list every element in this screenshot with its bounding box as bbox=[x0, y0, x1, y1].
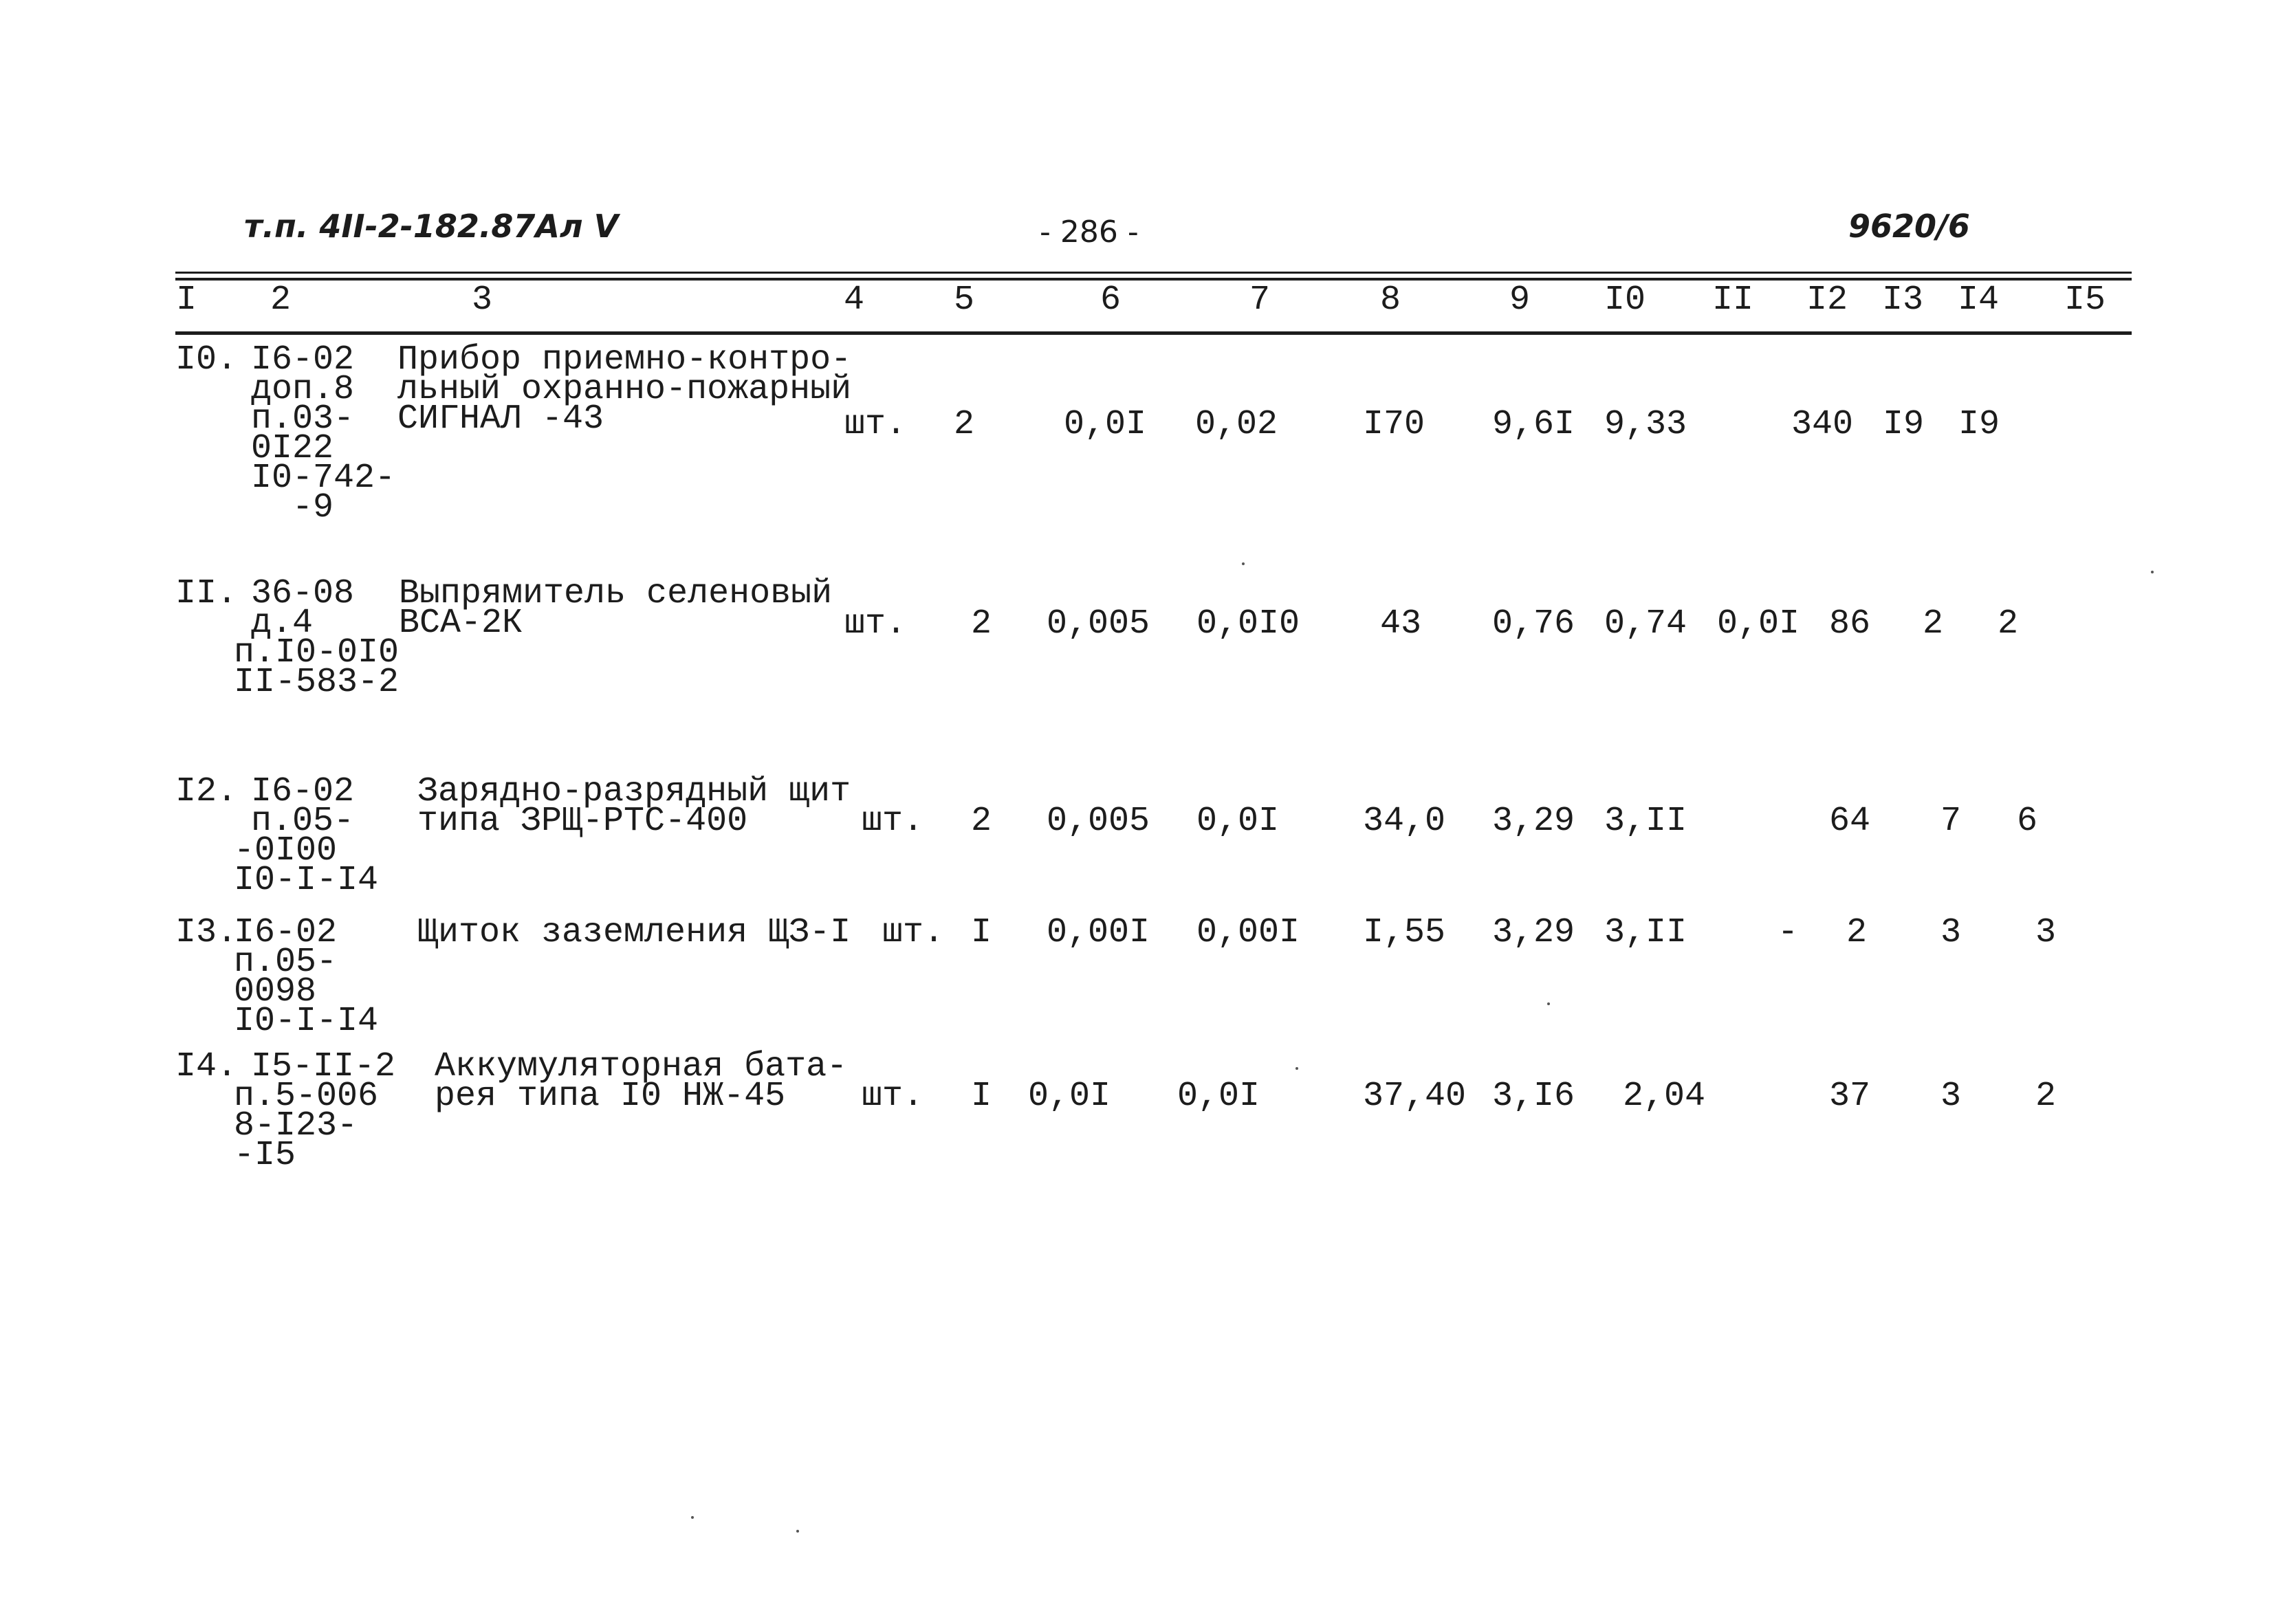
name-line: Аккумуляторная бата- bbox=[435, 1047, 848, 1086]
col7-cell: 0,0I0 bbox=[1196, 604, 1300, 644]
name-line: ВСА-2К bbox=[399, 604, 523, 643]
col10-cell: 3,II bbox=[1604, 913, 1687, 952]
scan-speck bbox=[2151, 571, 2154, 573]
code-line: п.5-006 bbox=[234, 1077, 379, 1116]
code-line: I0-I-I4 bbox=[234, 1002, 379, 1041]
col14-cell: 6 bbox=[2017, 802, 2038, 841]
code-line: I0-742- bbox=[251, 459, 396, 498]
col14-cell: 2 bbox=[1998, 604, 2019, 644]
row-number: I4. bbox=[175, 1047, 238, 1086]
col9-cell: 3,I6 bbox=[1492, 1077, 1575, 1116]
scan-speck bbox=[1547, 1002, 1550, 1005]
row-name bbox=[417, 913, 851, 952]
qty-cell: 2 bbox=[971, 604, 992, 644]
sheet-code: 9620/6 bbox=[1848, 208, 1970, 245]
code-line: -I5 bbox=[234, 1136, 296, 1175]
name-line: льный охранно-пожарный bbox=[397, 370, 852, 409]
name-line: рея типа I0 НЖ-45 bbox=[435, 1077, 786, 1116]
code-line: I6-02 bbox=[251, 772, 355, 811]
qty-cell: 2 bbox=[954, 405, 975, 444]
col8-cell: 43 bbox=[1380, 604, 1422, 644]
col7-cell: 0,02 bbox=[1195, 405, 1278, 444]
qty-cell: 2 bbox=[971, 802, 992, 841]
col13-cell: 2 bbox=[1923, 604, 1944, 644]
code-line: д.4 bbox=[251, 604, 314, 643]
col9-cell: 3,29 bbox=[1492, 802, 1575, 841]
col-header-9: 9 bbox=[1509, 281, 1531, 320]
col12-cell: 340 bbox=[1791, 405, 1854, 444]
name-line: Щиток заземления ЩЗ-I bbox=[417, 913, 851, 952]
qty-cell: I bbox=[971, 1077, 992, 1116]
col14-cell: 2 bbox=[2035, 1077, 2057, 1116]
qty-cell: I bbox=[971, 913, 992, 952]
row-number: I0. bbox=[175, 340, 238, 380]
col-header-8: 8 bbox=[1380, 281, 1401, 320]
row-number: I3. bbox=[175, 913, 238, 952]
col13-cell: 7 bbox=[1940, 802, 1962, 841]
unit-cell: шт. bbox=[844, 604, 907, 644]
name-line: СИГНАЛ -43 bbox=[397, 399, 604, 439]
row-name bbox=[399, 574, 833, 643]
code-line: 0I22 bbox=[251, 429, 334, 468]
col12-cell: 37 bbox=[1829, 1077, 1871, 1116]
col6-cell: 0,0I bbox=[1064, 405, 1147, 444]
code-line: I0-I-I4 bbox=[234, 861, 379, 900]
col-header-11: II bbox=[1712, 281, 1754, 320]
name-line: Выпрямитель селеновый bbox=[399, 574, 833, 613]
code-line: II-583-2 bbox=[234, 663, 400, 702]
col12-cell: 86 bbox=[1829, 604, 1871, 644]
col-header-4: 4 bbox=[844, 281, 865, 320]
col-header-1: I bbox=[176, 281, 197, 320]
col14-cell: 3 bbox=[2035, 913, 2057, 952]
row-number: II. bbox=[175, 574, 238, 613]
unit-cell: шт. bbox=[844, 405, 907, 444]
page-number: - 286 - bbox=[1040, 215, 1139, 250]
scan-speck bbox=[691, 1516, 694, 1519]
row-code bbox=[251, 340, 396, 527]
code-line: 0098 bbox=[234, 972, 317, 1011]
scan-speck bbox=[1242, 562, 1245, 565]
unit-cell: шт. bbox=[882, 913, 945, 952]
col7-cell: 0,00I bbox=[1196, 913, 1300, 952]
code-line: п.05- bbox=[234, 943, 338, 982]
col6-cell: 0,00I bbox=[1047, 913, 1150, 952]
col13-cell: 3 bbox=[1940, 913, 1962, 952]
col10-cell: 3,II bbox=[1604, 802, 1687, 841]
col12-cell: 64 bbox=[1829, 802, 1871, 841]
col12-cell: 2 bbox=[1846, 913, 1868, 952]
col-header-14: I4 bbox=[1958, 281, 2000, 320]
col7-cell: 0,0I bbox=[1196, 802, 1280, 841]
unit-cell: шт. bbox=[862, 1077, 924, 1116]
col9-cell: 9,6I bbox=[1492, 405, 1575, 444]
code-line: -0I00 bbox=[234, 831, 338, 870]
col9-cell: 3,29 bbox=[1492, 913, 1575, 952]
code-line: п.05- bbox=[251, 802, 355, 841]
col-header-10: I0 bbox=[1604, 281, 1646, 320]
col6-cell: 0,0I bbox=[1028, 1077, 1111, 1116]
code-line: 36-08 bbox=[251, 574, 355, 613]
code-line: 8-I23- bbox=[234, 1106, 358, 1145]
scan-speck bbox=[1295, 1067, 1298, 1070]
document-reference: т.п. 4II-2-182.87Ал V bbox=[244, 208, 619, 245]
col8-cell: I70 bbox=[1363, 405, 1425, 444]
code-line: I6-02 bbox=[234, 913, 338, 952]
col11-cell: - bbox=[1778, 913, 1799, 952]
top-rule-thin bbox=[175, 272, 2132, 274]
col-header-2: 2 bbox=[270, 281, 292, 320]
row-name bbox=[435, 1047, 848, 1116]
col7-cell: 0,0I bbox=[1177, 1077, 1260, 1116]
header-bottom-rule bbox=[175, 331, 2132, 335]
row-code bbox=[234, 772, 379, 900]
row-code bbox=[234, 574, 400, 702]
code-line: I5-II-2 bbox=[251, 1047, 396, 1086]
code-line: -9 bbox=[251, 488, 334, 527]
name-line: Зарядно-разрядный щит bbox=[417, 772, 851, 811]
col8-cell: I,55 bbox=[1363, 913, 1446, 952]
scan-speck bbox=[796, 1530, 799, 1533]
col8-cell: 34,0 bbox=[1363, 802, 1446, 841]
code-line: п.I0-0I0 bbox=[234, 633, 400, 672]
row-name bbox=[417, 772, 851, 841]
name-line: Прибор приемно-контро- bbox=[397, 340, 852, 380]
row-name bbox=[397, 340, 852, 439]
row-code bbox=[234, 913, 379, 1041]
col9-cell: 0,76 bbox=[1492, 604, 1575, 644]
row-number: I2. bbox=[175, 772, 238, 811]
col-header-15: I5 bbox=[2064, 281, 2106, 320]
name-line: типа ЗРЩ-РТС-400 bbox=[417, 802, 748, 841]
col13-cell: I9 bbox=[1883, 405, 1925, 444]
code-line: I6-02 bbox=[251, 340, 355, 380]
code-line: доп.8 bbox=[251, 370, 355, 409]
col6-cell: 0,005 bbox=[1047, 802, 1150, 841]
col-header-12: I2 bbox=[1806, 281, 1848, 320]
unit-cell: шт. bbox=[862, 802, 924, 841]
col14-cell: I9 bbox=[1958, 405, 2000, 444]
col-header-7: 7 bbox=[1249, 281, 1271, 320]
col10-cell: 9,33 bbox=[1604, 405, 1687, 444]
col10-cell: 0,74 bbox=[1604, 604, 1687, 644]
col-header-5: 5 bbox=[954, 281, 975, 320]
code-line: п.03- bbox=[251, 399, 355, 439]
col-header-3: 3 bbox=[472, 281, 493, 320]
col11-cell: 0,0I bbox=[1717, 604, 1800, 644]
col-header-13: I3 bbox=[1882, 281, 1924, 320]
col10-cell: 2,04 bbox=[1623, 1077, 1706, 1116]
col6-cell: 0,005 bbox=[1047, 604, 1150, 644]
col13-cell: 3 bbox=[1940, 1077, 1962, 1116]
col-header-6: 6 bbox=[1100, 281, 1122, 320]
row-code bbox=[234, 1047, 396, 1175]
col8-cell: 37,40 bbox=[1363, 1077, 1467, 1116]
